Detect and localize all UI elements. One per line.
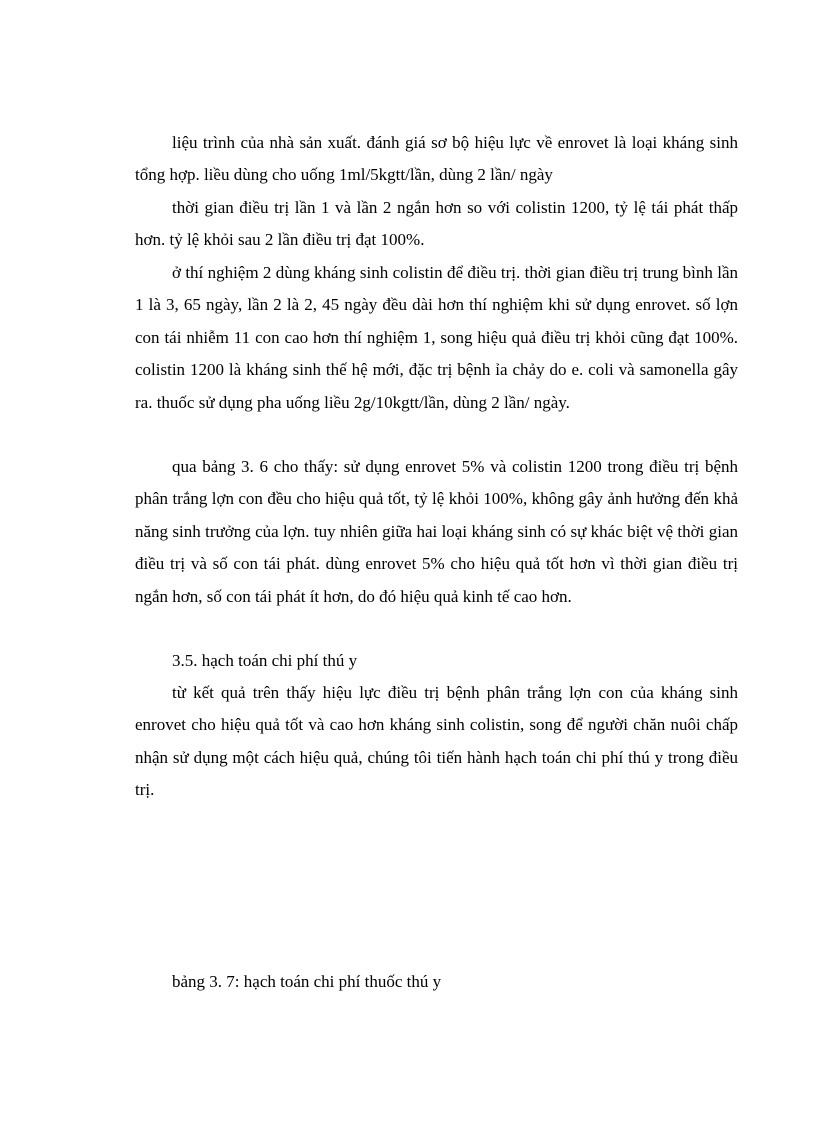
paragraph-treatment-time: thời gian điều trị lần 1 và lần 2 ngắn hơn so với colistin 1200, tỷ lệ tái phát thấp hơn. tỷ lệ khỏi sau 2 lần điều trị đạt 100%. [135,198,738,250]
paragraph-cost-accounting: từ kết quả trên thấy hiệu lực điều trị bệnh phân trắng lợn con của kháng sinh enrovet cho hiệu quả tốt và cao hơn kháng sinh colistin, song để người chăn nuôi chấp nhận sử dụng một cách hiệu quả, chúng tôi tiến hành hạch toán chi phí thú y trong điều trị. [135,683,738,800]
paragraph-enrovet-dosage: liệu trình của nhà sản xuất. đánh giá sơ bộ hiệu lực về enrovet là loại kháng sinh tổng hợp. liều dùng cho uống 1ml/5kgtt/lần, dùng 2 lần/ ngày [135,133,738,185]
table-caption: bảng 3. 7: hạch toán chi phí thuốc thú y [172,972,442,991]
section-heading: 3.5. hạch toán chi phí thú y [172,651,358,670]
paragraph-colistin-experiment: ở thí nghiệm 2 dùng kháng sinh colistin để điều trị. thời gian điều trị trung bình lần 1 là 3, 65 ngày, lần 2 là 2, 45 ngày đều dài hơn thí nghiệm khi sử dụng enrovet. số lợn con tái nhiễm 11 con cao hơn thí nghiệm 1, song hiệu quả điều trị khỏi cũng đạt 100%. colistin 1200 là kháng sinh thế hệ mới, đặc trị bệnh ỉa chảy do e. coli và samonella gây ra. thuốc sử dụng pha uống liều 2g/10kgtt/lần, dùng 2 lần/ ngày. [135,263,738,412]
paragraph-table-3-6-summary: qua bảng 3. 6 cho thấy: sử dụng enrovet 5% và colistin 1200 trong điều trị bệnh phân trắng lợn con đều cho hiệu quả tốt, tỷ lệ khỏi 100%, không gây ảnh hưởng đến khả năng sinh trưởng của lợn. tuy nhiên giữa hai loại kháng sinh có sự khác biệt vệ thời gian điều trị và số con tái phát. dùng enrovet 5% cho hiệu quả tốt hơn vì thời gian điều trị ngắn hơn, số con tái phát ít hơn, do đó hiệu quả kinh tế cao hơn. [135,457,738,606]
